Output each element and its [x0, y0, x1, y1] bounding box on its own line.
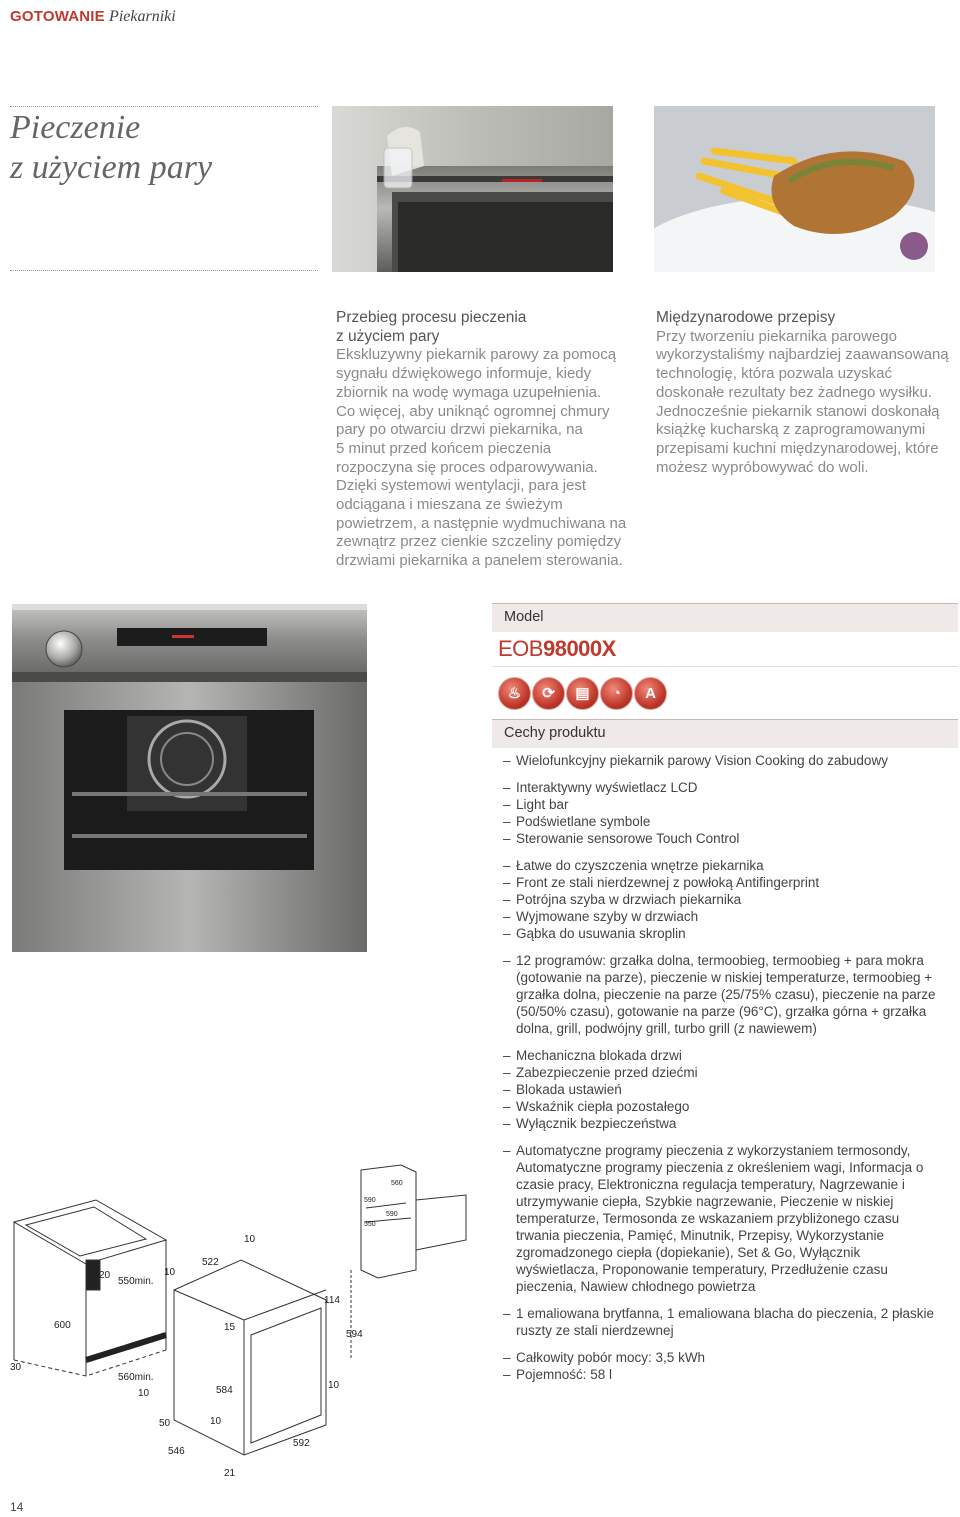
text-line: Przy tworzeniu piekarnika parowego: [656, 327, 897, 345]
model-label: Model: [504, 609, 544, 625]
header-subcategory: Piekarniki: [109, 8, 176, 25]
list-item: – Front ze stali nierdzewnej z powłoką Antifingerprint: [503, 874, 945, 891]
model-divider: [492, 666, 958, 667]
header-category: GOTOWANIE: [10, 8, 105, 25]
diagram-label: 594: [346, 1329, 363, 1340]
features-bar: [492, 719, 958, 748]
photo-food: [654, 106, 935, 272]
timer-icon: ◔: [600, 677, 633, 710]
list-item: – Mechaniczna blokada drzwi: [503, 1047, 945, 1064]
diagram-label: 592: [293, 1438, 310, 1449]
model-number: 98000X: [542, 636, 616, 661]
text-line: odciągana i mieszana ze świeżym: [336, 496, 563, 514]
steam-icon: ♨: [498, 677, 531, 710]
photo-water-tank: [332, 106, 613, 272]
steam-process-heading-1: Przebieg procesu pieczenia: [336, 309, 527, 326]
diagram-label: 600: [54, 1320, 71, 1331]
title-divider-top: [10, 106, 318, 107]
text-line: Dzięki systemowi wentylacji, para jest: [336, 477, 587, 495]
title-line-2: z użyciem pary: [10, 149, 213, 186]
diagram-label: 10: [210, 1416, 222, 1427]
text-line: wykorzystaliśmy najbardziej zaawansowaną: [656, 346, 949, 364]
list-item: – Wielofunkcyjny piekarnik parowy Vision Cooking do zabudowy: [503, 752, 945, 769]
features-list: [503, 752, 945, 1393]
diagram-label: 10: [138, 1388, 150, 1399]
text-line: technologię, która pozwala uzyskać: [656, 365, 892, 383]
model-bar: [492, 603, 958, 632]
installation-diagram: [6, 1160, 472, 1485]
text-line: Jednocześnie piekarnik stanowi doskonałą: [656, 402, 940, 420]
diagram-label: 560: [391, 1180, 403, 1187]
diagram-label: 550: [364, 1221, 376, 1228]
list-item: – Wyjmowane szyby w drzwiach: [503, 908, 945, 925]
title-line-1: Pieczenie: [10, 109, 141, 146]
list-item: – Blokada ustawień: [503, 1081, 945, 1098]
energy-class-a-icon: A: [634, 677, 667, 710]
list-item: – Podświetlane symbole: [503, 813, 945, 830]
list-item: – Wskaźnik ciepła pozostałego: [503, 1098, 945, 1115]
diagram-label: 550min.: [118, 1276, 154, 1287]
recipes-heading: Międzynarodowe przepisy: [656, 309, 836, 326]
text-line: Ekskluzywny piekarnik parowy za pomocą: [336, 346, 617, 364]
diagram-label: 590: [386, 1211, 398, 1218]
features-label: Cechy produktu: [504, 725, 606, 741]
text-line: przepisami kuchni międzynarodowej, które: [656, 439, 939, 457]
recipes-text: [656, 309, 958, 477]
page-title: [10, 108, 212, 188]
text-line: drzwiami piekarnika a panelem sterowania.: [336, 552, 623, 570]
list-item: – 1 emaliowana brytfanna, 1 emaliowana blacha do pieczenia, 2 płaskie ruszty ze stali nierdzewnej: [503, 1305, 945, 1339]
diagram-label: 114: [324, 1295, 340, 1306]
diagram-label: 584: [216, 1385, 233, 1396]
text-line: doskonałe rezultaty bez żadnego wysiłku.: [656, 383, 932, 401]
diagram-label: 546: [168, 1446, 185, 1457]
diagram-label: 590: [364, 1197, 376, 1204]
recipes-icon: ⟳: [532, 677, 565, 710]
steam-process-heading-2: z użyciem pary: [336, 327, 440, 345]
list-item: – Interaktywny wyświetlacz LCD: [503, 779, 945, 796]
diagram-label: 20: [99, 1270, 111, 1281]
text-line: rozpoczyna się proces odparowywania.: [336, 458, 598, 476]
text-line: zbiornik na wodę wymaga uzupełnienia.: [336, 383, 602, 401]
text-line: książkę kucharską z zaprogramowanymi: [656, 421, 926, 439]
list-item: – 12 programów: grzałka dolna, termoobieg, termoobieg + para mokra (gotowanie na parze), pieczenie w niskiej temperaturze, termoobieg + grzałka dolna, pieczenie na parze (25/75% czasu), pieczenie na parze (50/50% czasu), gotowanie na parze (96°C), grzałka górna + grzałka dolna, grill, podwójny grill, turbo grill (z nawiewem): [503, 952, 945, 1037]
page-number: 14: [10, 1500, 24, 1514]
steam-process-text: [336, 309, 646, 571]
list-item: – Potrójna szyba w drzwiach piekarnika: [503, 891, 945, 908]
list-item: – Wyłącznik bezpieczeństwa: [503, 1115, 945, 1132]
text-line: sygnału dźwiękowego informuje, kiedy: [336, 365, 592, 383]
diagram-label: 30: [10, 1362, 22, 1373]
diagram-label: 50: [159, 1418, 171, 1429]
text-line: powietrzem, a następnie wydmuchiwana na: [336, 514, 627, 532]
title-divider-bottom: [10, 270, 318, 271]
diagram-label: 10: [164, 1267, 176, 1278]
text-line: pary po otwarciu drzwi piekarnika, na: [336, 421, 583, 439]
list-item: – Zabezpieczenie przed dziećmi: [503, 1064, 945, 1081]
model-name: [498, 636, 616, 662]
list-item: – Całkowity pobór mocy: 3,5 kWh: [503, 1349, 945, 1366]
diagram-label: 560min.: [118, 1372, 154, 1383]
list-item: – Gąbka do usuwania skroplin: [503, 925, 945, 942]
oven-product-image: [12, 604, 367, 952]
diagram-label: 15: [224, 1322, 236, 1333]
text-line: Co więcej, aby uniknąć ogromnej chmury: [336, 402, 610, 420]
diagram-label: 10: [328, 1380, 340, 1391]
text-line: zewnątrz przez cienkie szczeliny pomiędzy: [336, 533, 622, 551]
text-line: 5 minut przed końcem pieczenia: [336, 439, 552, 457]
list-item: – Automatyczne programy pieczenia z wykorzystaniem termosondy, Automatyczne programy pieczenia z określeniem wagi, Informacja o czasie pracy, Elektroniczna regulacja temperatury, Nagrzewanie i utrzymywanie ciepła, Szybkie nagrzewanie, Pieczenie w niskiej temperaturze, Termosonda ze wskazaniem przybliżonego czasu trwania pieczenia, Pamięć, Minutnik, Przepisy, Wykorzystanie zgromadzonego ciepła (dopiekanie), Set & Go, Wyłącznik wyświetlacza, Proponowanie temperatury, Przedłużenie czasu pieczenia, Nawiew chłodnego powietrza: [503, 1142, 945, 1295]
page-header: [10, 8, 176, 26]
list-item: – Pojemność: 58 l: [503, 1366, 945, 1383]
text-line: możesz wypróbowywać do woli.: [656, 458, 869, 476]
list-item: – Light bar: [503, 796, 945, 813]
oven-icon: ▤: [566, 677, 599, 710]
diagram-label: 21: [224, 1468, 236, 1479]
list-item: – Sterowanie sensorowe Touch Control: [503, 830, 945, 847]
list-item: – Łatwe do czyszczenia wnętrze piekarnika: [503, 857, 945, 874]
model-prefix: EOB: [498, 636, 543, 661]
diagram-label: 10: [244, 1234, 256, 1245]
diagram-label: 522: [202, 1257, 219, 1268]
